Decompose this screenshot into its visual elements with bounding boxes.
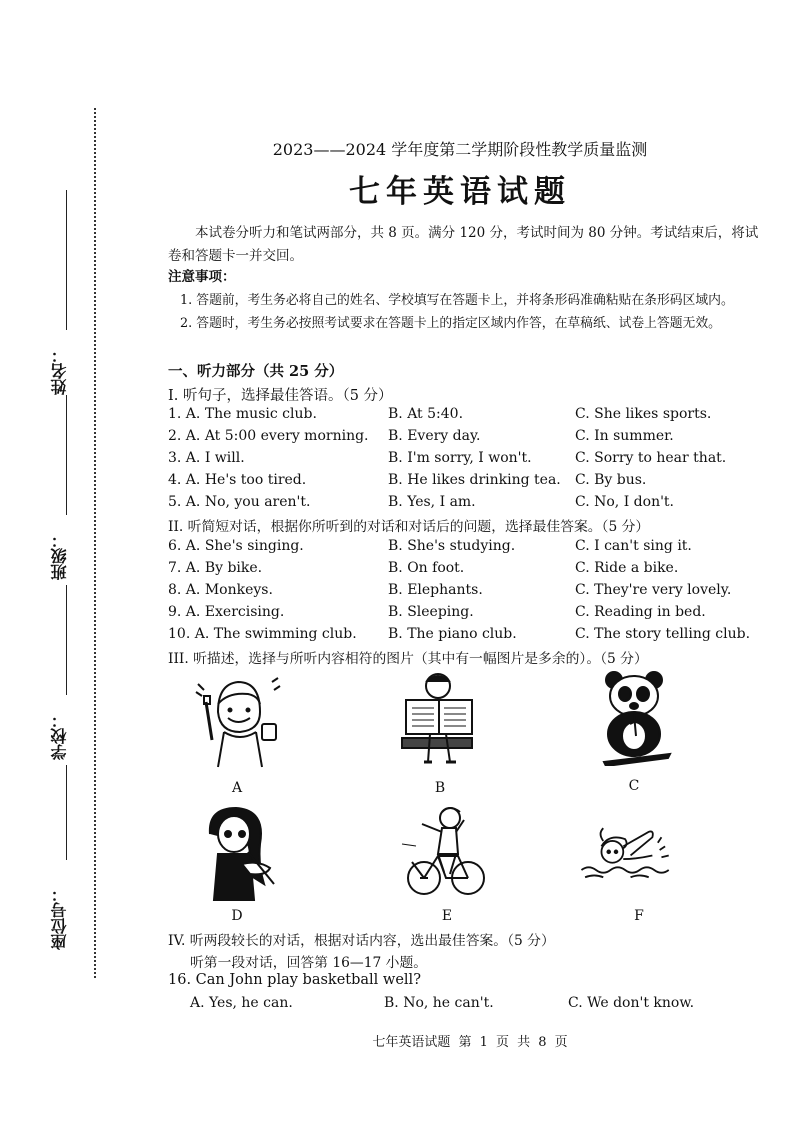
option-a: 2. A. At 5:00 every morning. — [168, 428, 369, 444]
exam-subtitle: 2023——2024 学年度第二学期阶段性教学质量监测 — [272, 140, 648, 159]
option-b: B. On foot. — [388, 560, 465, 576]
question-row — [168, 538, 768, 560]
option-a: A. Yes, he can. — [190, 995, 293, 1011]
option-c: C. No, I don't. — [575, 494, 675, 510]
class-line — [66, 585, 67, 695]
binding-dotted-line — [94, 108, 96, 978]
option-c: C. Ride a bike. — [575, 560, 679, 576]
option-c: C. By bus. — [575, 472, 647, 488]
option-a: 4. A. He's too tired. — [168, 472, 307, 488]
school-line — [66, 765, 67, 860]
option-a: 7. A. By bike. — [168, 560, 263, 576]
option-c: C. Reading in bed. — [575, 604, 706, 620]
question-row — [168, 406, 768, 428]
option-a: 9. A. Exercising. — [168, 604, 285, 620]
option-c: C. We don't know. — [568, 995, 695, 1011]
class-label: 班级： — [50, 532, 69, 580]
picture-label: D — [231, 908, 243, 924]
option-c: C. Sorry to hear that. — [575, 450, 727, 466]
brushing-teeth-icon — [188, 672, 288, 772]
picture-label: E — [441, 908, 453, 924]
option-a: 5. A. No, you aren't. — [168, 494, 311, 510]
section-heading: IV. 听两段较长的对话，根据对话内容，选出最佳答案。（5 分） — [168, 933, 555, 949]
option-b: B. Elephants. — [388, 582, 483, 598]
question-row — [190, 995, 790, 1017]
picture-label: A — [231, 780, 243, 796]
question-row — [168, 604, 768, 626]
section-heading: II. 听简短对话，根据你所听到的对话和对话后的问题，选择最佳答案。（5 分） — [168, 519, 650, 535]
option-a: 8. A. Monkeys. — [168, 582, 273, 598]
option-c: C. In summer. — [575, 428, 674, 444]
option-b: B. Every day. — [388, 428, 481, 444]
option-b: B. I'm sorry, I won't. — [388, 450, 532, 466]
school-label: 学校： — [50, 712, 69, 760]
question-row — [168, 472, 768, 494]
name-line — [66, 190, 67, 330]
notice-item: 1. 答题前，考生务必将自己的姓名、学校填写在答题卡上，并将条形码准确粘贴在条形码区域内。 — [180, 293, 734, 308]
question-row — [168, 582, 768, 604]
question-row — [168, 626, 768, 648]
exam-title: 七年英语试题 — [349, 174, 571, 210]
reading-newspaper-icon — [390, 668, 490, 768]
seat-label: 座位号： — [50, 886, 69, 950]
option-b: B. Sleeping. — [388, 604, 474, 620]
option-b: B. She's studying. — [388, 538, 516, 554]
question-row — [168, 560, 768, 582]
section-heading: III. 听描述，选择与所听内容相符的图片（其中有一幅图片是多余的）。（5 分） — [168, 651, 648, 667]
panda-icon — [584, 666, 684, 766]
option-b: B. No, he can't. — [384, 995, 494, 1011]
option-c: C. They're very lovely. — [575, 582, 732, 598]
option-b: B. The piano club. — [388, 626, 517, 642]
dialogue-instruction: 听第一段对话，回答第 16—17 小题。 — [190, 955, 428, 971]
option-b: B. He likes drinking tea. — [388, 472, 561, 488]
question-16: 16. Can John play basketball well? — [168, 972, 421, 988]
option-a: 6. A. She's singing. — [168, 538, 304, 554]
swimming-girl-icon — [576, 810, 676, 910]
notice-heading: 注意事项： — [168, 269, 236, 285]
name-line-lower — [66, 395, 67, 515]
picture-label: C — [628, 778, 640, 794]
question-row — [168, 450, 768, 472]
intro-paragraph: 本试卷分听力和笔试两部分，共 8 页。满分 120 分，考试时间为 80 分钟。考试结束后，将试卷和答题卡一并交回。 — [168, 225, 759, 264]
option-a: 10. A. The swimming club. — [168, 626, 357, 642]
picture-label: B — [434, 780, 446, 796]
option-b: B. At 5:40. — [388, 406, 464, 422]
option-a: 3. A. I will. — [168, 450, 245, 466]
question-row — [168, 494, 768, 516]
picture-label: F — [634, 908, 644, 924]
option-a: 1. A. The music club. — [168, 406, 317, 422]
section-heading: I. 听句子，选择最佳答语。（5 分） — [168, 388, 393, 404]
option-c: C. She likes sports. — [575, 406, 712, 422]
violin-girl-icon — [188, 804, 288, 904]
option-c: C. The story telling club. — [575, 626, 751, 642]
question-row — [168, 428, 768, 450]
part-heading: 一、听力部分（共 25 分） — [168, 363, 344, 380]
page-footer: 七年英语试题 第 1 页 共 8 页 — [372, 1035, 568, 1050]
notice-item: 2. 答题时，考生务必按照考试要求在答题卡上的指定区域内作答，在草稿纸、试卷上答题无效。 — [180, 316, 721, 331]
riding-bike-icon — [398, 804, 498, 904]
name-label: 姓名： — [50, 347, 69, 395]
option-b: B. Yes, I am. — [388, 494, 476, 510]
option-c: C. I can't sing it. — [575, 538, 692, 554]
